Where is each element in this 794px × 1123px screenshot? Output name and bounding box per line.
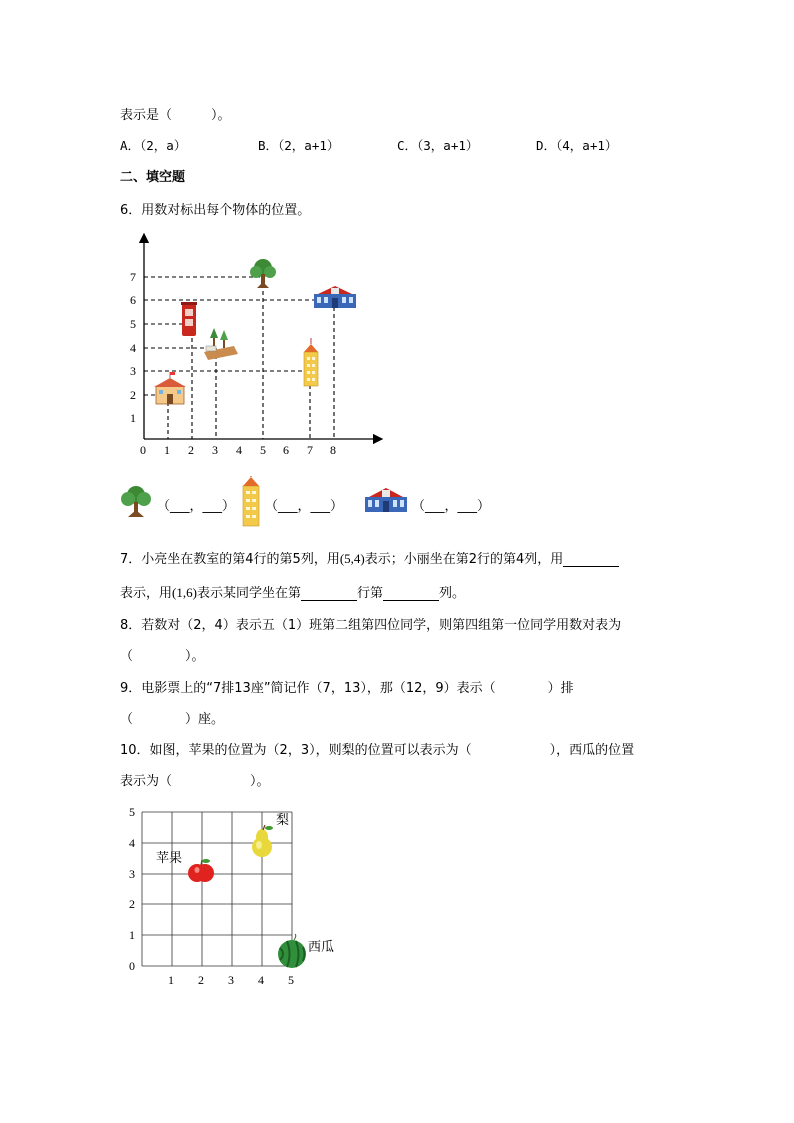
answer-tower-blank[interactable]: （___，___） bbox=[265, 499, 344, 514]
q7-line2: 表示，用(1,6)表示某同学坐在第 行第 列。 bbox=[120, 585, 465, 601]
q10-xtick: 4 bbox=[258, 973, 264, 987]
apple-icon bbox=[188, 859, 214, 882]
q8-line2[interactable]: （ ）。 bbox=[120, 649, 205, 664]
q9-line1: 9．电影票上的“7排13座”简记作（7，13），那（12，9）表示（ ）排 bbox=[120, 681, 574, 696]
q6-ytick: 6 bbox=[130, 293, 136, 307]
q10-ytick: 4 bbox=[129, 836, 135, 850]
station-icon bbox=[314, 286, 356, 308]
q6-xtick: 7 bbox=[307, 443, 313, 457]
q8-line1: 8．若数对（2，4）表示五（1）班第二组第四位同学，则第四组第一位同学用数对表为 bbox=[120, 618, 622, 633]
q6-ytick: 4 bbox=[130, 341, 136, 355]
park-icon bbox=[204, 328, 238, 360]
q5-option-d: D．（4，a+1） bbox=[536, 138, 618, 153]
q5-option-b: B．（2，a+1） bbox=[258, 138, 340, 153]
q5-option-c: C．（3，a+1） bbox=[397, 138, 479, 153]
q6-xtick: 2 bbox=[188, 443, 194, 457]
q6-coordinate-grid bbox=[120, 228, 390, 460]
answer-station-icon bbox=[364, 487, 408, 515]
q10-line2[interactable]: 表示为（ ）。 bbox=[120, 774, 270, 789]
q7-blank-1[interactable] bbox=[563, 552, 619, 567]
q6-xtick: 5 bbox=[260, 443, 266, 457]
q10-ytick: 5 bbox=[129, 805, 135, 819]
phone-booth-icon bbox=[181, 302, 197, 336]
q6-xtick: 6 bbox=[283, 443, 289, 457]
section-heading: 二、填空题 bbox=[120, 170, 186, 185]
school-icon bbox=[154, 372, 186, 404]
q10-xtick: 2 bbox=[198, 973, 204, 987]
tower-icon bbox=[304, 338, 318, 386]
q10-ytick: 0 bbox=[129, 959, 135, 973]
q10-fruit-grid bbox=[120, 800, 350, 992]
answer-tree-blank[interactable]: （___，___） bbox=[157, 499, 236, 514]
q6-xtick: 4 bbox=[236, 443, 242, 457]
q10-xtick: 1 bbox=[168, 973, 174, 987]
q6-ytick: 7 bbox=[130, 270, 136, 284]
q6-ytick: 1 bbox=[130, 411, 136, 425]
answer-tree-icon bbox=[120, 484, 152, 520]
q6-xtick: 1 bbox=[164, 443, 170, 457]
q5-tail: 表示是（ ）。 bbox=[120, 108, 231, 123]
apple-label: 苹果 bbox=[156, 851, 183, 866]
q6-xtick: 0 bbox=[140, 443, 146, 457]
q6-ytick: 5 bbox=[130, 317, 136, 331]
answer-station-blank[interactable]: （___，___） bbox=[412, 499, 491, 514]
q10-xtick: 3 bbox=[228, 973, 234, 987]
q6-xtick: 3 bbox=[212, 443, 218, 457]
q6-ytick: 3 bbox=[130, 364, 136, 378]
q10-xtick: 5 bbox=[288, 973, 294, 987]
q6-xtick: 8 bbox=[330, 443, 336, 457]
q6-question: 6．用数对标出每个物体的位置。 bbox=[120, 203, 311, 218]
q7-line1: 7．小亮坐在教室的第4行的第5列，用(5,4)表示；小丽坐在第2行的第4列，用 bbox=[120, 548, 619, 567]
pear-label: 梨 bbox=[276, 813, 290, 828]
q7-blank-3[interactable] bbox=[383, 586, 439, 601]
watermelon-label: 西瓜 bbox=[308, 940, 335, 955]
pear-icon bbox=[252, 825, 273, 857]
q10-grid-lines bbox=[142, 812, 292, 966]
q10-line1: 10．如图，苹果的位置为（2，3），则梨的位置可以表示为（ ），西瓜的位置 bbox=[120, 743, 635, 758]
q5-option-a: A．（2，a） bbox=[120, 138, 187, 153]
tree-icon bbox=[250, 259, 276, 288]
q7-blank-2[interactable] bbox=[301, 586, 357, 601]
q9-line2[interactable]: （ ）座。 bbox=[120, 712, 225, 727]
q10-ytick: 1 bbox=[129, 928, 135, 942]
q10-ytick: 2 bbox=[129, 897, 135, 911]
answer-tower-icon bbox=[240, 476, 262, 528]
q10-ytick: 3 bbox=[129, 867, 135, 881]
q6-ytick: 2 bbox=[130, 388, 136, 402]
